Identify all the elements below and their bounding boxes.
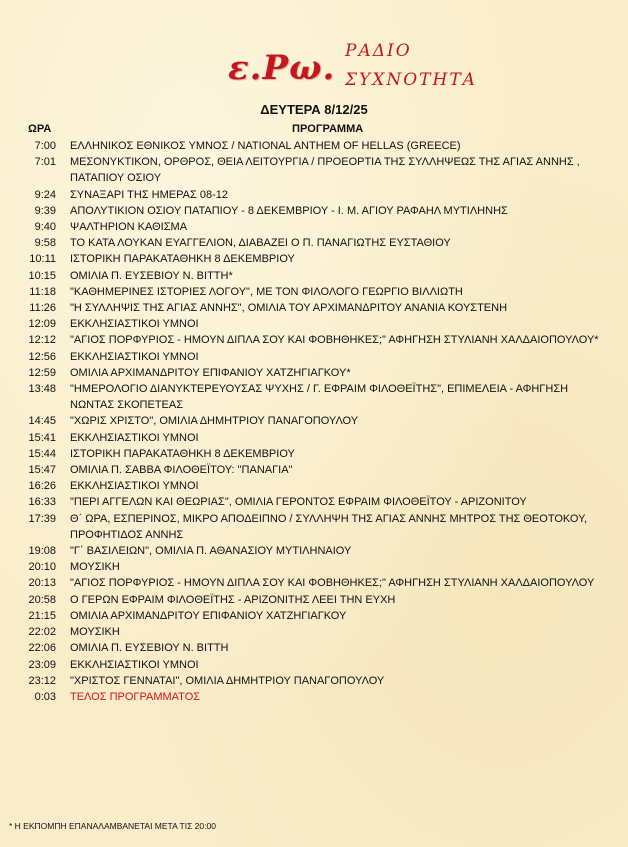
schedule-title: ΕΚΚΛΗΣΙΑΣΤΙΚΟΙ ΥΜΝΟΙ [70,658,199,671]
schedule-time: 7:01 [34,156,56,169]
schedule-time: 15:44 [28,447,56,460]
schedule-title: ΕΚΚΛΗΣΙΑΣΤΙΚΟΙ ΥΜΝΟΙ [70,431,199,444]
schedule-time: 16:33 [28,496,56,509]
schedule-time: 21:15 [28,609,56,622]
schedule-row [0,494,628,510]
schedule-title: ΕΚΚΛΗΣΙΑΣΤΙΚΟΙ ΥΜΝΟΙ [70,480,199,493]
schedule-row [0,138,628,154]
schedule-title: "ΧΡΙΣΤΟΣ ΓΕΝΝΑΤΑΙ", ΟΜΙΛΙΑ ΔΗΜΗΤΡΙΟΥ ΠΑΝΑΓΟΠΟΥΛΟΥ [70,674,385,687]
schedule-row [0,624,628,640]
schedule-time: 12:56 [28,350,56,363]
schedule-row [0,332,628,348]
schedule-row [0,365,628,381]
schedule-time: 20:13 [28,577,56,590]
schedule-title: ΑΠΟΛΥΤΙΚΙΟΝ ΟΣΙΟΥ ΠΑΤΑΠΙΟΥ - 8 ΔΕΚΕΜΒΡΙΟΥ - Ι. Μ. ΑΓΙΟΥ ΡΑΦΑΗΛ ΜΥΤΙΛΗΝΗΣ [70,204,508,217]
schedule-time: 20:10 [28,561,56,574]
schedule-time: 14:45 [28,415,56,428]
schedule-row [0,673,628,689]
schedule-time: 9:39 [34,204,56,217]
schedule-title: ΟΜΙΛΙΑ ΑΡΧΙΜΑΝΔΡΙΤΟΥ ΕΠΙΦΑΝΙΟΥ ΧΑΤΖΗΓΙΑΓΚΟΥ* [70,366,351,379]
schedule-row [0,235,628,251]
schedule-row [0,575,628,591]
schedule-row [0,316,628,332]
schedule-time: 11:18 [29,285,56,298]
schedule-row [0,689,628,705]
schedule-time: 9:40 [34,221,56,234]
schedule-time: 7:00 [34,140,56,152]
schedule-title: "ΠΕΡΙ ΑΓΓΕΛΩΝ ΚΑΙ ΘΕΩΡΙΑΣ", ΟΜΙΛΙΑ ΓΕΡΟΝΤΟΣ ΕΦΡΑΙΜ ΦΙΛΟΘΕΪΤΟΥ - ΑΡΙΖΟΝΙΤΟΥ [70,496,527,509]
brand-line-radio: ΡΑΔΙΟ [345,41,412,61]
schedule-title: ΙΣΤΟΡΙΚΗ ΠΑΡΑΚΑΤΑΘΗΚΗ 8 ΔΕΚΕΜΒΡΙΟΥ [70,447,295,460]
schedule-title: "ΧΩΡΙΣ ΧΡΙΣΤΟ", ΟΜΙΛΙΑ ΔΗΜΗΤΡΙΟΥ ΠΑΝΑΓΟΠΟΥΛΟΥ [70,415,359,428]
schedule-title: ΤΟ ΚΑΤΑ ΛΟΥΚΑΝ ΕΥΑΓΓΕΛΙΟΝ, ΔΙΑΒΑΖΕΙ Ο Π. ΠΑΝΑΓΙΩΤΗΣ ΕΥΣΤΑΘΙΟΥ [70,237,451,250]
schedule-row [0,284,628,300]
schedule-row [0,203,628,219]
schedule-row [0,300,628,316]
schedule-time: 22:06 [28,642,56,655]
schedule-title: ΟΜΙΛΙΑ Π. ΕΥΣΕΒΙΟΥ Ν. ΒΙΤΤΗ [70,642,229,655]
schedule-row [0,446,628,462]
schedule-row [0,559,628,575]
schedule-time: 19:08 [28,545,56,558]
schedule-title: ΟΜΙΛΙΑ Π. ΕΥΣΕΒΙΟΥ Ν. ΒΙΤΤΗ* [70,269,233,282]
page-title: ΔΕΥΤΕΡΑ 8/12/25 [260,102,368,117]
schedule-time: 13:48 [28,383,56,396]
schedule-row [0,187,628,203]
schedule-row [0,251,628,267]
schedule-time: 12:09 [28,318,56,331]
schedule-row [0,413,628,429]
schedule-time: 12:12 [28,334,56,347]
schedule-row [0,219,628,235]
schedule-title: ΜΕΣΟΝΥΚΤΙΚΟΝ, ΟΡΘΡΟΣ, ΘΕΙΑ ΛΕΙΤΟΥΡΓΙΑ / ΠΡΟΕΟΡΤΙΑ ΤΗΣ ΣΥΛΛΗΨΕΩΣ ΤΗΣ ΑΓΙΑΣ ΑΝΝΗΣ , ΠΑΤΑΠΙΟΥ ΟΣΙΟΥ [70,156,580,185]
schedule-title: ΜΟΥΣΙΚΗ [70,561,120,574]
schedule-title: "ΑΓΙΟΣ ΠΟΡΦΥΡΙΟΣ - ΗΜΟΥΝ ΔΙΠΛΑ ΣΟΥ ΚΑΙ ΦΟΒΗΘΗΚΕΣ;" ΑΦΗΓΗΣΗ ΣΤΥΛΙΑΝΗ ΧΑΛΔΑΙΟΠΟΥΛΟΥ* [70,334,599,347]
schedule-time: 0:03 [34,690,56,703]
schedule-title: Θ΄ ΩΡΑ, ΕΣΠΕΡΙΝΟΣ, ΜΙΚΡΟ ΑΠΟΔΕΙΠΝΟ / ΣΥΛΛΗΨΗ ΤΗΣ ΑΓΙΑΣ ΑΝΝΗΣ ΜΗΤΡΟΣ ΤΗΣ ΘΕΟΤΟΚΟΥ, ΠΡΟΦΗΤΙΔΟΣ ΑΝΝΗΣ [70,512,588,541]
schedule-row [0,657,628,673]
schedule-title: ΕΚΚΛΗΣΙΑΣΤΙΚΟΙ ΥΜΝΟΙ [70,318,199,331]
schedule-title: "ΑΓΙΟΣ ΠΟΡΦΥΡΙΟΣ - ΗΜΟΥΝ ΔΙΠΛΑ ΣΟΥ ΚΑΙ ΦΟΒΗΘΗΚΕΣ;" ΑΦΗΓΗΣΗ ΣΤΥΛΙΑΝΗ ΧΑΛΔΑΙΟΠΟΥΛΟΥ [70,577,595,590]
schedule-time: 9:24 [34,188,56,201]
schedule-row [0,430,628,446]
schedule-title: "Γ΄ ΒΑΣΙΛΕΙΩΝ", ΟΜΙΛΙΑ Π. ΑΘΑΝΑΣΙΟΥ ΜΥΤΙΛΗΝΑΙΟΥ [70,545,352,558]
schedule-time: 17:39 [28,512,56,525]
schedule-list [0,138,628,705]
schedule-time: 9:58 [34,237,56,250]
schedule-title: ΤΕΛΟΣ ΠΡΟΓΡΑΜΜΑΤΟΣ [70,690,201,703]
schedule-row [0,349,628,365]
schedule-row [0,608,628,624]
schedule-row [0,511,628,543]
schedule-time: 10:15 [28,269,56,282]
schedule-title: "ΚΑΘΗΜΕΡΙΝΕΣ ΙΣΤΟΡΙΕΣ ΛΟΓΟΥ", ΜΕ ΤΟΝ ΦΙΛΟΛΟΓΟ ΓΕΩΡΓΙΟ ΒΙΛΛΙΩΤΗ [70,285,463,298]
schedule-time: 20:58 [28,593,56,606]
schedule-row [0,462,628,478]
schedule-time: 16:26 [28,480,56,493]
schedule-row [0,640,628,656]
schedule-row [0,592,628,608]
schedule-time: 15:47 [28,464,56,477]
schedule-row [0,381,628,413]
schedule-title: ΜΟΥΣΙΚΗ [70,626,120,639]
schedule-time: 10:11 [29,253,56,266]
schedule-row [0,268,628,284]
schedule-row [0,154,628,186]
schedule-title: ΨΑΛΤΗΡΙΟΝ ΚΑΘΙΣΜΑ [70,221,188,234]
schedule-time: 23:12 [28,674,56,687]
schedule-time: 11:26 [29,302,56,315]
column-header-hour: ΩΡΑ [28,123,52,135]
schedule-title: ΕΛΛΗΝΙΚΟΣ ΕΘΝΙΚΟΣ ΥΜΝΟΣ / NATIONAL ANTHEM OF HELLAS (GREECE) [70,140,461,152]
schedule-time: 23:09 [28,658,56,671]
schedule-title: "ΗΜΕΡΟΛΟΓΙΟ ΔΙΑΝΥΚΤΕΡΕΥΟΥΣΑΣ ΨΥΧΗΣ / Γ. ΕΦΡΑΙΜ ΦΙΛΟΘΕΪΤΗΣ", ΕΠΙΜΕΛΕΙΑ - ΑΦΗΓΗΣΗ ΝΩΝΤΑΣ ΣΚΟΠΕΤΕΑΣ [70,383,569,412]
footnote: * Η ΕΚΠΟΜΠΗ ΕΠΑΝΑΛΑΜΒΑΝΕΤΑΙ ΜΕΤΑ ΤΙΣ 20:00 [9,821,216,831]
schedule-title: ΟΜΙΛΙΑ ΑΡΧΙΜΑΝΔΡΙΤΟΥ ΕΠΙΦΑΝΙΟΥ ΧΑΤΖΗΓΙΑΓΚΟΥ [70,609,347,622]
schedule-title: ΣΥΝΑΞΑΡΙ ΤΗΣ ΗΜΕΡΑΣ 08-12 [70,188,228,201]
schedule-time: 15:41 [28,431,56,444]
schedule-title: Ο ΓΕΡΩΝ ΕΦΡΑΙΜ ΦΙΛΟΘΕΪΤΗΣ - ΑΡΙΖΟΝΙΤΗΣ ΛΕΕΙ ΤΗΝ ΕΥΧΗ [70,593,396,606]
schedule-title: ΙΣΤΟΡΙΚΗ ΠΑΡΑΚΑΤΑΘΗΚΗ 8 ΔΕΚΕΜΒΡΙΟΥ [70,253,295,266]
brand-line-frequency: ΣΥΧΝΟΤΗΤΑ [345,70,477,90]
schedule-time: 12:59 [28,366,56,379]
schedule-row [0,543,628,559]
schedule-title: ΟΜΙΛΙΑ Π. ΣΑΒΒΑ ΦΙΛΟΘΕΪΤΟΥ: "ΠΑΝΑΓΙΑ" [70,464,293,477]
schedule-title: ΕΚΚΛΗΣΙΑΣΤΙΚΟΙ ΥΜΝΟΙ [70,350,199,363]
schedule-time: 22:02 [28,626,56,639]
schedule-title: "Η ΣΥΛΛΗΨΙΣ ΤΗΣ ΑΓΙΑΣ ΑΝΝΗΣ", ΟΜΙΛΙΑ ΤΟΥ ΑΡΧΙΜΑΝΔΡΙΤΟΥ ΑΝΑΝΙΑ ΚΟΥΣΤΕΝΗ [70,302,508,315]
schedule-row [0,478,628,494]
station-logo: ε.Ρω. [228,48,336,88]
column-header-program: ΠΡΟΓΡΑΜΜΑ [292,123,364,135]
